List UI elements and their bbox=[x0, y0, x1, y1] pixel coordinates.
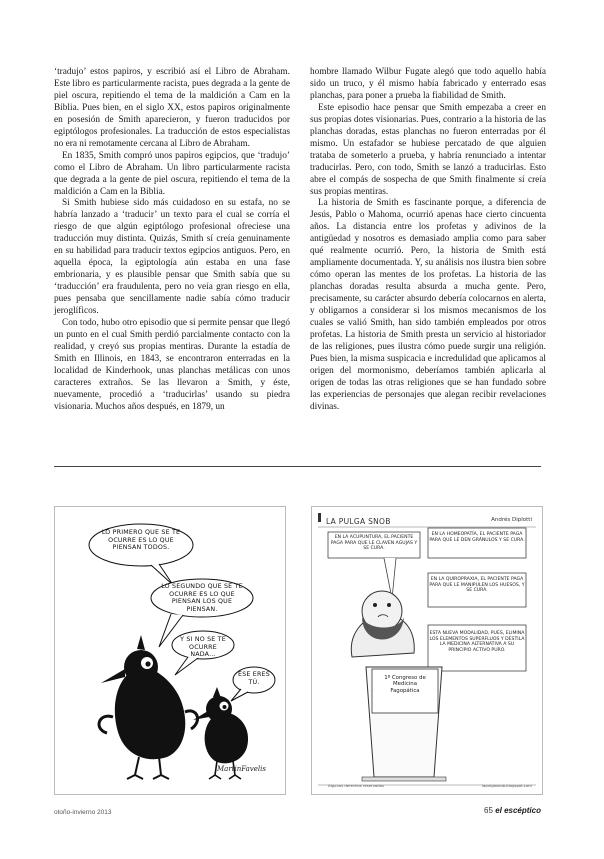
page-footer bbox=[484, 806, 541, 815]
paragraph: Si Smith hubiese sido más cuidadoso en su estafa, no se habría lanzado a ‘traducir’ un texto para el cual se corría el riesgo de que algún egiptólogo profesional ofreciese una traducción muy distinta. Quizás, Smith sí creía genuinamente en su habilidad para traducir textos egipcios antiguos. Pero, en aquella época, la egiptología aún estaba en una fase embrionaria, y es plausible pensar que Smith sabía que su ‘traducción’ era fraudulenta, pero no veía gran riesgo en ella, pues pensaba que sencillamente nadie sabía cómo traducir jeroglíficos. bbox=[54, 198, 290, 317]
magazine-name: el escéptico bbox=[495, 806, 541, 815]
section-divider bbox=[54, 466, 541, 467]
article-column-right bbox=[310, 67, 546, 414]
caption-box-acupuntura: EN LA ACUPUNTURA, EL PACIENTE PAGA PARA QUE LE CLAVEN AGUJAS Y SE CURA. bbox=[330, 535, 418, 552]
strip-title: LA PULGA SNOB bbox=[326, 517, 391, 526]
paragraph: hombre llamado Wilbur Fugate alegó que todo aquello había sido un truco, y él mismo había fabricado y enterrado esas planchas, para poner a prueba la fiabilidad de Smith. bbox=[310, 67, 546, 101]
speech-bubble-3: Y SI NO SE TE OCURRE NADA… bbox=[180, 636, 226, 659]
strip-url: lapulgasnob.blogspot.com bbox=[481, 783, 532, 788]
paragraph: ‘tradujo’ estos papiros, y escribió así el Libro de Abraham. Este libro es particularmente racista, pues degrada a la gente de piel oscura, repitiendo el tema de la maldición a Cam en la Biblia. Pues bien, en el siglo XX, estos papiros originalmente en posesión de Smith aparecieron, y fueron traducidos por egiptólogos profesionales. La traducción de estos especialistas no era ni remotamente cercana al Libro de Abraham. bbox=[54, 67, 290, 149]
speech-bubble-2: LO SEGUNDO QUE SE TE OCURRE ES LO QUE PIENSAN LOS QUE PIENSAN. bbox=[161, 583, 243, 613]
caption-box-homeopatia: EN LA HOMEOPATÍA, EL PACIENTE PAGA PARA QUE LE DEN GRÁNULOS Y SE CURA. bbox=[429, 532, 525, 543]
paragraph: En 1835, Smith compró unos papiros egipcios, que ‘tradujo’ como el Libro de Abraham. Un libro particularmente racista que degrada a la gente de piel oscura, repitiendo el tema de la maldición a Cam en la Biblia. bbox=[54, 150, 290, 197]
caption-box-quiropraxia: EN LA QUIROPRAXIA, EL PACIENTE PAGA PARA QUE LE MANIPULEN LOS HUESOS, Y SE CURA. bbox=[429, 577, 525, 594]
paragraph: Con todo, hubo otro episodio que sí permite pensar que llegó un punto en el cual Smith perdió parcialmente contacto con la realidad, y creyó sus propias mentiras. Durante la estadía de Smith en Illinois, en 1843, se encontraron enterradas en la localidad de Kinderhook, unas planchas metálicas con unos caracteres extraños. Se las llevaron a Smith, y éste, nuevamente, procedió a ‘traducirlas’ usando su piedra visionaria. Muchos años después, en 1879, un bbox=[54, 318, 290, 412]
issue-label: otoño-invierno 2013 bbox=[54, 809, 112, 816]
caption-box-modalidad: ESTA NUEVA MODALIDAD, PUES, ELIMINA LOS ELEMENTOS SUPERFLUOS Y DESTILA LA MEDICINA ALTERNATIVA A SU PRINCIPIO ACTIVO PURO. bbox=[429, 631, 525, 653]
speech-bubble-1: LO PRIMERO QUE SE TE OCURRE ES LO QUE PIENSAN TODOS. bbox=[101, 529, 181, 552]
artist-signature: MartinFavelis bbox=[217, 765, 266, 773]
speech-bubble-4: ÉSE ERES TÚ. bbox=[238, 671, 270, 686]
flea-icon bbox=[318, 513, 321, 522]
podium-sign: 1º Congreso de Medicina Fagopática bbox=[384, 675, 426, 694]
article-column-left bbox=[54, 67, 290, 414]
cartoon-pulga-snob bbox=[311, 506, 543, 795]
page-number: 65 bbox=[484, 806, 493, 815]
cartoon-birds bbox=[54, 506, 286, 795]
copyright-note: Algunos derechos reservados bbox=[328, 783, 384, 788]
paragraph: La historia de Smith es fascinante porque, a diferencia de Jesús, Pablo o Mahoma, ocurrió apenas hace cierto cincuenta años. La distancia entre los profetas y adivinos de la antigüedad y nosotros es demasiado amplia como para saber qué realmente ocurrió. Pero, la historia de Smith está ampliamente documentada. Y, su análisis nos ilustra bien sobre cómo operan las mentes de los profetas. La historia de las planchas doradas resulta absurda a mucha gente. Pero, precisamente, su carácter absurdo debería colocarnos en alerta, y obligarnos a considerar si los mismos mecanismos de los cuales se valió Smith, han sido también empleados por otros profetas. La historia de Smith presta un servicio al historiador de las religiones, pues ilustra cómo puede surgir una religión. Pues bien, la misma suspicacia e incredulidad que aplicamos al origen del mormonismo, deberíamos también aplicarla al origen de todas las otras religiones que se han fundado sobre las experiencias de personajes que alegan recibir revelaciones divinas. bbox=[310, 198, 546, 412]
paragraph: Este episodio hace pensar que Smith empezaba a creer en sus propias dotes visionarias. Pues, contrario a la historia de las planchas doradas, estas planchas no fueron enterradas por él mismo. Un estafador se hubiese percatado de que alguien trataba de someterlo a prueba, y habría renunciado a intentar traducirlas. Pero, con todo, Smith se lanzó a traducirlas. Esto abre el compás de sospecha de que Smith finalmente sí creía sus propias mentiras. bbox=[310, 102, 546, 197]
strip-author: Andrés Diplotti bbox=[491, 517, 532, 523]
